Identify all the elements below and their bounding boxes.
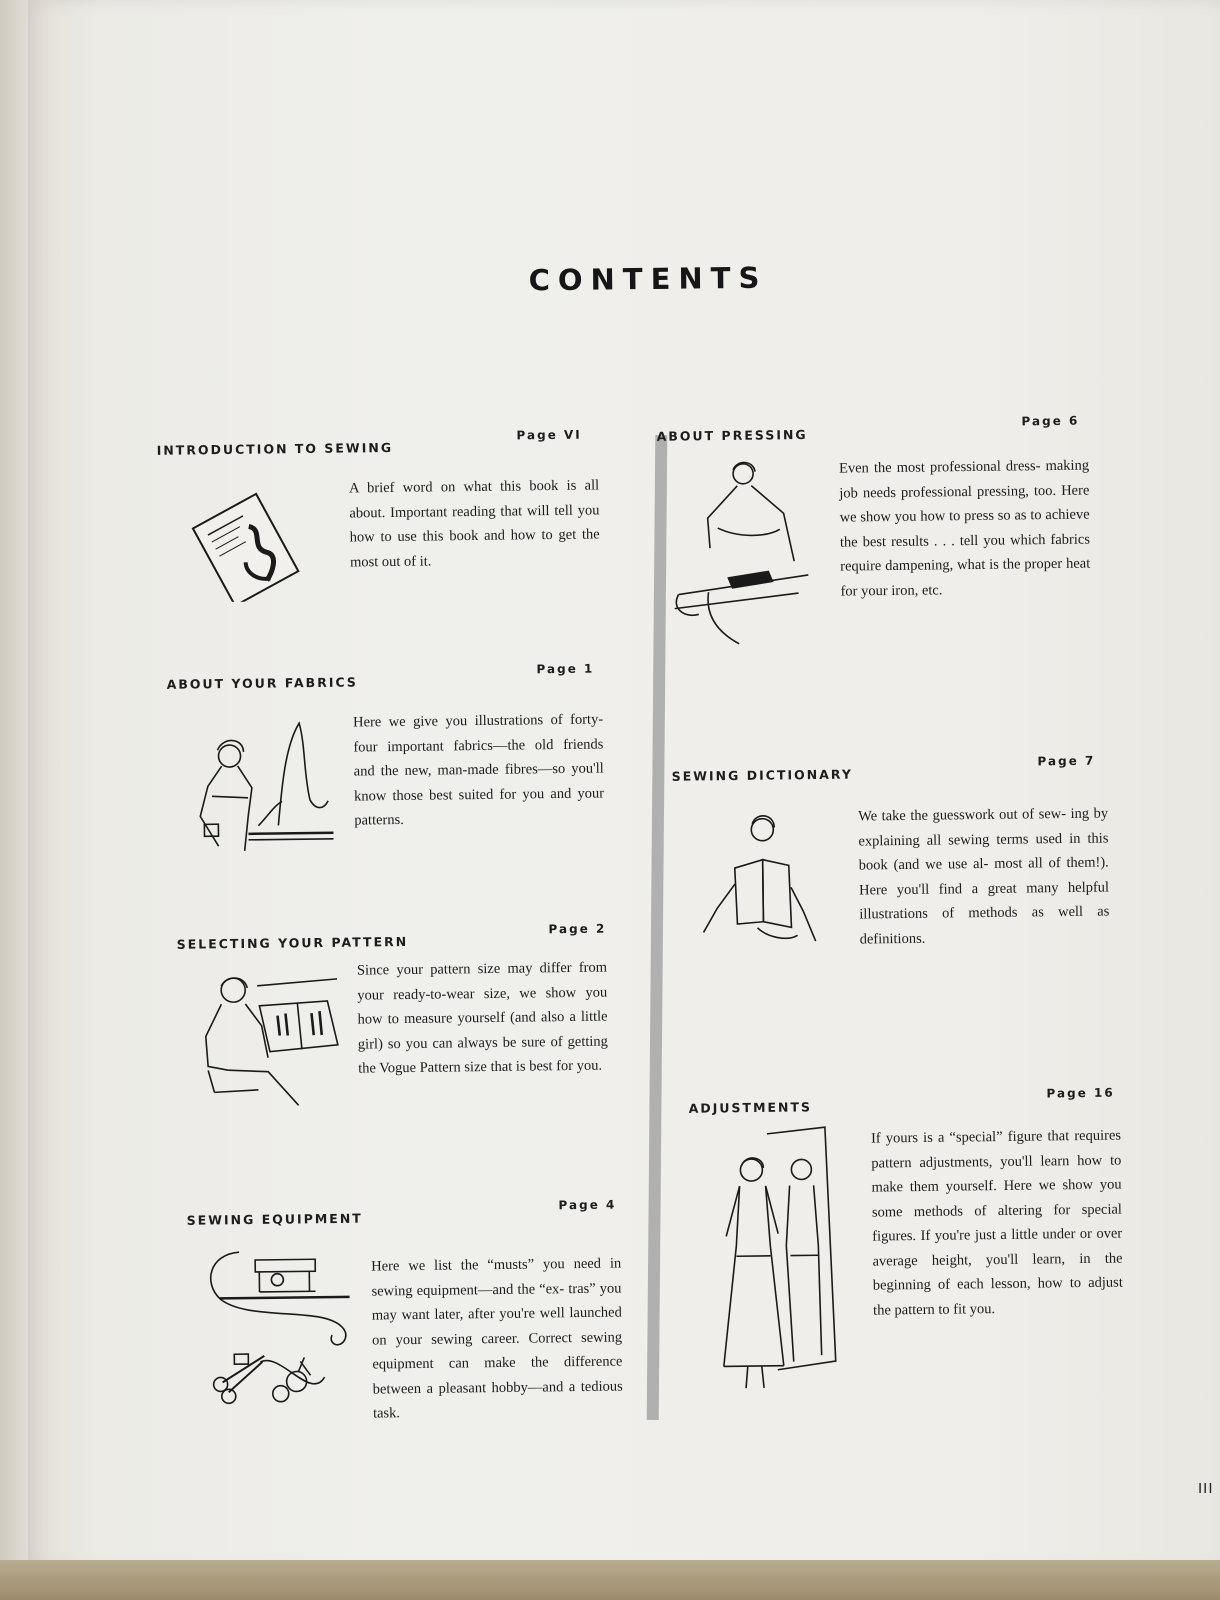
section-page-number: Page VI [516, 427, 582, 443]
table-surface [0, 1560, 1220, 1600]
woman-at-mirror-icon [705, 1125, 858, 1397]
section-page-number: Page 16 [1046, 1085, 1115, 1101]
section-title: ABOUT PRESSING [656, 426, 808, 444]
page-folio: III [1198, 1480, 1214, 1497]
section-title: ABOUT YOUR FABRICS [166, 674, 358, 692]
section-description: Even the most professional dress- making job needs professional pressing, too. Here we show you how to press so as to achieve the best results . . . tell you which fabrics require dampening, what is the proper heat for your iron, etc. [838, 457, 1091, 600]
section-about-your-fabrics [166, 661, 630, 917]
section-title: SEWING DICTIONARY [671, 766, 853, 784]
section-description: We take the guesswork out of sew- ing by explaining all sewing terms used in this book (and we use al- most all of them!). Here you'll find a great many helpful illustrations of methods as well as definitions. [858, 805, 1110, 948]
page-title: CONTENTS [528, 260, 768, 298]
woman-reading-pattern-book-icon [187, 965, 359, 1117]
section-page-number: Page 7 [1037, 753, 1096, 769]
book-icon [177, 491, 308, 603]
section-page-number: Page 4 [558, 1197, 617, 1213]
sewing-machine-scissors-icon [199, 1231, 361, 1433]
section-selecting-your-pattern [176, 921, 640, 1177]
section-title: SEWING EQUIPMENT [186, 1210, 363, 1228]
section-description: Here we list the “musts” you need in sewing equipment—and the “ex- tras” you may want later, after you're well launched on your sewing career. Correct sewing equipment can make the difference between a pleasant hobby—and a tedious task. [371, 1255, 623, 1422]
section-description: Since your pattern size may differ from your ready-to-wear size, we show you how to measure yourself (and also a little girl) so you can always be sure of getting the Vogue Pattern size that is best for you. [356, 959, 608, 1077]
section-about-pressing [656, 413, 1120, 669]
section-adjustments [688, 1085, 1152, 1341]
woman-ironing-icon [667, 457, 819, 649]
section-description: Here we give you illustrations of forty-four important fabrics—the old friends and the new, man-made fibres—so you'll know those best suited for you and your patterns. [353, 711, 605, 829]
section-page-number: Page 1 [536, 661, 595, 677]
section-introduction-to-sewing [156, 427, 620, 683]
book-page [28, 0, 1220, 1568]
section-description: A brief word on what this book is all about. Important reading that will tell you how to use this book and how to get the most out of it. [349, 477, 600, 570]
section-page-number: Page 2 [548, 921, 607, 937]
woman-reading-book-icon [686, 807, 828, 959]
section-sewing-dictionary [671, 753, 1135, 1009]
section-title: INTRODUCTION TO SEWING [156, 439, 394, 458]
section-title: SELECTING YOUR PATTERN [176, 933, 409, 952]
woman-with-fabric-icon [177, 705, 339, 857]
section-title: ADJUSTMENTS [688, 1099, 813, 1116]
section-description: If yours is a “special” figure that requires pattern adjustments, you'll learn how to make them yourself. Here we show you some methods of altering for special figures. If you're just a little under or over average height, you'll learn, in the beginning of each lesson, how to adjust the pattern to fit you. [870, 1127, 1123, 1319]
section-page-number: Page 6 [1021, 413, 1080, 429]
section-sewing-equipment [186, 1197, 650, 1453]
